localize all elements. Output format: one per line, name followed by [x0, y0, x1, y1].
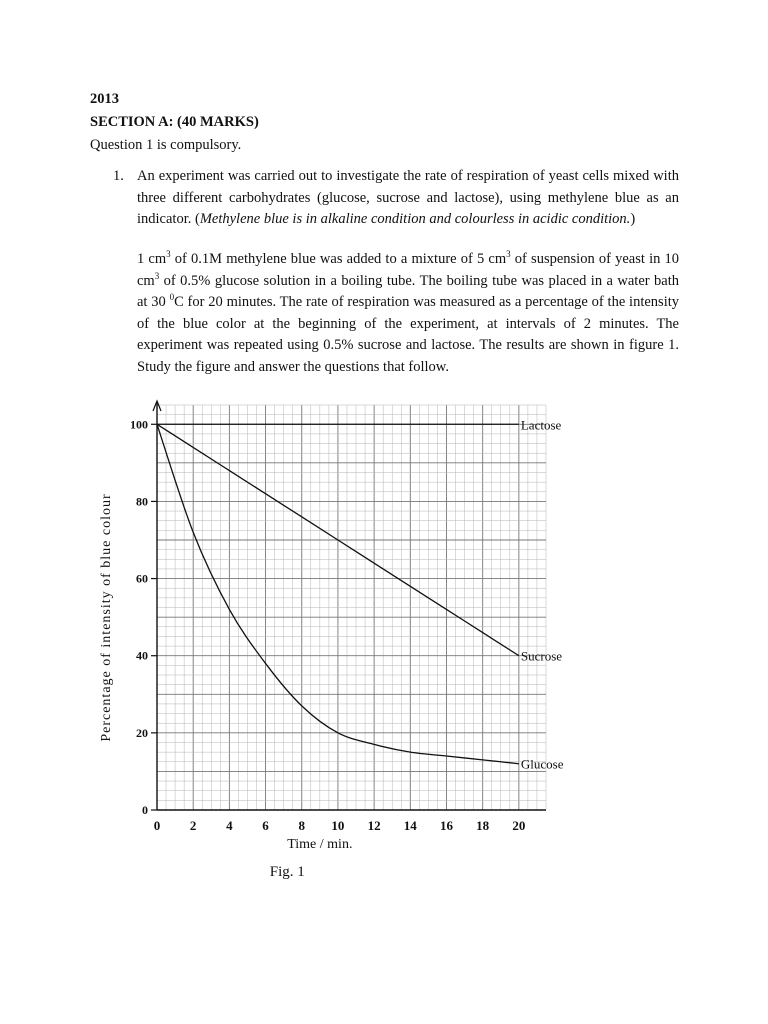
x-tick-label: 2 [189, 818, 197, 833]
question-number: 1. [113, 168, 124, 184]
y-tick-label: 0 [142, 803, 148, 817]
x-axis-title: Time / min. [287, 837, 353, 852]
superscript: 3 [506, 249, 511, 260]
figure-1 [90, 385, 570, 885]
question-paragraph-2 [137, 249, 679, 378]
superscript: 0 [169, 292, 175, 303]
chart-grid [157, 405, 546, 810]
section-heading: SECTION A: (40 MARKS) [90, 114, 259, 130]
p1-italic-text: Methylene blue is in alkaline condition and colourless in acidic condition. [199, 211, 631, 227]
p1-text: An experiment was carried out to investigate the rate of respiration of yeast cells mixed with three different carbohydrates (glucose, sucrose and lactose), using methylene blue as an indicator. ( [137, 168, 679, 227]
y-axis-title: Percentage of intensity of blue colour [99, 493, 114, 742]
p2-text-d: of 0.5% glucose solution in a boiling tube. The boiling tube was placed in a water bath at 30 [137, 272, 679, 310]
x-tick-label: 0 [153, 818, 161, 833]
y-tick-label: 100 [130, 417, 148, 432]
y-tick-label: 80 [136, 494, 148, 509]
series-label-glucose: Glucose [520, 756, 564, 772]
exam-year: 2013 [90, 91, 119, 107]
x-tick-label: 14 [403, 818, 417, 833]
p2-text-c: of suspension of yeast in 10 cm [137, 251, 680, 289]
respiration-chart [90, 385, 570, 885]
y-tick-label: 20 [136, 725, 148, 740]
x-tick-label: 4 [226, 818, 233, 833]
superscript: 3 [166, 249, 171, 260]
y-tick-label: 60 [136, 571, 148, 586]
x-tick-label: 16 [439, 818, 453, 833]
x-tick-label: 20 [512, 818, 526, 833]
x-tick-label: 12 [367, 818, 381, 833]
figure-caption: Fig. 1 [269, 864, 305, 880]
instructions: Question 1 is compulsory. [90, 137, 242, 153]
p2-text-e: C for 20 minutes. The rate of respiration was measured as a percentage of the intensity of the blue color at the beginning of the experiment, at intervals of 2 minutes. The experiment was repeated using 0.5% sucrose and lactose. The results are shown in figure 1. Study the figure and answer the questions that follow. [137, 294, 679, 375]
y-tick-label: 40 [136, 648, 148, 663]
series-label-sucrose: Sucrose [520, 648, 563, 664]
x-tick-label: 10 [331, 818, 345, 833]
p1-end: ) [630, 211, 636, 227]
p2-text-a: 1 cm [137, 251, 167, 267]
superscript: 3 [154, 270, 160, 281]
x-tick-label: 8 [298, 818, 305, 833]
chart-axes [151, 401, 546, 810]
x-tick-label: 18 [476, 818, 490, 833]
p2-text-b: of 0.1M methylene blue was added to a mixture of 5 cm [170, 251, 507, 267]
x-tick-label: 6 [262, 818, 269, 833]
series-label-lactose: Lactose [520, 417, 562, 433]
question-paragraph-1 [137, 166, 679, 231]
